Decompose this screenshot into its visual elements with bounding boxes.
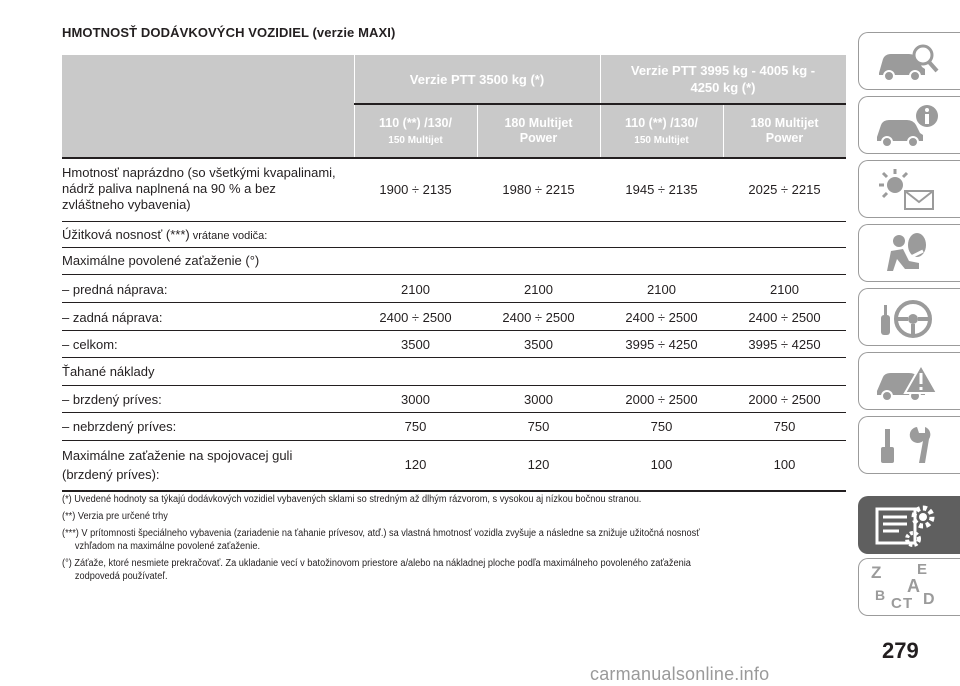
row-label-line: nádrž paliva naplnená na 90 % a bez [62,181,276,196]
header-sub-col2-small: Power [519,131,558,145]
row-value: 3995 ÷ 4250 [625,337,698,352]
row-value: 2000 ÷ 2500 [748,392,821,407]
footnote [62,493,783,506]
sidebar-tab-steering-wheel[interactable] [858,288,960,346]
index-letter: C [891,595,902,612]
row-label-small: vrátane vodiča: [189,230,268,242]
index-letter: E [917,561,928,578]
row-label: Ťahané náklady [62,364,155,379]
footnote-text: (**) Verzia pre určené trhy [62,511,168,522]
footnote [62,510,783,523]
row-label: – zadná náprava: [62,310,163,325]
row-label-line: Hmotnosť naprázdno (so všetkými kvapalinami, [62,165,336,180]
alphabet-index-icon [869,561,939,613]
header-sub-col1-small: 150 Multijet [388,135,443,146]
table-row [62,159,846,222]
index-letter: A [907,576,920,596]
specs-gear-icon [873,503,943,549]
row-value: 750 [404,419,427,434]
row-label-line: (brzdený príves): [62,467,160,482]
sidebar-tab-car-search[interactable] [858,32,960,90]
header-group-3995 [600,55,846,103]
steering-wheel-icon [873,295,943,341]
index-letter: T [903,595,913,612]
table-row [62,302,846,331]
header-group-3500-label: Verzie PTT 3500 kg (*) [409,71,545,87]
footnote [62,557,783,583]
sidebar-tab-car-warning[interactable] [858,352,960,410]
row-value: 2100 [647,282,676,297]
row-label-line: zvláštneho vybavenia) [62,197,191,212]
index-letter: B [875,587,886,603]
header-sub-col3-main: 110 (**) /130/ [625,116,698,130]
header-sub-col4-small: Power [765,131,804,145]
row-value: 1980 ÷ 2215 [502,182,575,197]
page-title: HMOTNOSŤ DODÁVKOVÝCH VOZIDIEL (verzie MAXI) [62,25,396,40]
header-group-3500 [354,55,600,103]
row-value: 750 [527,419,550,434]
table-header-blank [62,55,354,158]
row-value: 2000 ÷ 2500 [625,392,698,407]
row-label: – brzdený príves: [62,392,162,407]
row-value: 3995 ÷ 4250 [748,337,821,352]
table-row [62,274,846,303]
footnote-continuation: zodpovedá používateľ. [74,571,168,582]
row-value: 2400 ÷ 2500 [502,310,575,325]
row-value: 2100 [401,282,430,297]
sidebar-tab-wrench[interactable] [858,416,960,474]
header-sub-col3-small: 150 Multijet [634,135,689,146]
table-row [62,440,846,492]
row-label: Maximálne povolené zaťaženie (°) [62,253,260,268]
wrench-icon [873,423,943,469]
row-value: 100 [650,457,673,472]
header-group-3995-line2: 4250 kg (*) [690,80,756,95]
row-value: 2400 ÷ 2500 [625,310,698,325]
watermark: carmanualsonline.info [590,664,770,684]
row-value: 2400 ÷ 2500 [748,310,821,325]
sidebar-tab-alphabet-index[interactable] [858,558,960,616]
table-row [62,412,846,441]
row-label: – celkom: [62,337,118,352]
row-label-line: Maximálne zaťaženie na spojovacej guli [62,448,293,463]
table-row [62,330,846,358]
header-divider [354,55,355,158]
index-letter: D [923,591,935,608]
row-value: 3000 [401,392,430,407]
car-info-icon [873,103,943,149]
sidebar-tab-airbag-person[interactable] [858,224,960,282]
footnote-text: (*) Uvedené hodnoty sa týkajú dodávkových vozidiel vybavených sklami so stredným až dlhým rázvorom, s vysokou aj nízkou bočnou stranou. [62,494,642,505]
footnotes [62,493,846,587]
index-letter: Z [871,563,882,582]
row-label-line: Úžitková nosnosť (***) [62,227,190,242]
car-search-icon [873,39,943,85]
row-value: 3500 [401,337,430,352]
car-warning-icon [873,359,943,405]
row-value: 750 [773,419,796,434]
footnote [62,527,783,553]
row-value: 3500 [524,337,553,352]
header-mid-rule [354,103,846,105]
row-label: – predná náprava: [62,282,168,297]
row-value: 120 [404,457,427,472]
header-sub-col4-main: 180 Multijet [750,116,819,130]
footnote-text: (***) V prítomnosti špeciálneho vybavenia (zariadenie na ťahanie prívesov, atď.) sa vlastná hmotnosť vozidla zvyšuje a následne sa znižuje užitočná nosnosť [62,528,700,539]
header-divider [477,103,478,158]
row-value: 120 [527,457,550,472]
row-label [62,227,267,244]
row-value: 750 [650,419,673,434]
warning-lights-icon [873,167,943,213]
header-sub-col1 [354,103,477,158]
row-value: 2025 ÷ 2215 [748,182,821,197]
table-row [62,385,846,413]
header-group-3995-line1: Verzie PTT 3995 kg - 4005 kg - [630,63,816,78]
header-divider [600,55,601,158]
row-value: 3000 [524,392,553,407]
header-sub-col1-main: 110 (**) /130/ [379,116,452,130]
footnote-continuation: vzhľadom na maximálne povolené zaťaženie. [74,541,261,552]
row-value: 2100 [524,282,553,297]
sidebar-tab-specs-active[interactable] [858,496,960,554]
header-sub-col2-main: 180 Multijet [504,116,573,130]
row-value: 1900 ÷ 2135 [379,182,452,197]
table-row [62,247,846,275]
row-label [62,165,336,213]
table-row [62,357,846,386]
sidebar-tab-warning-lights[interactable] [858,160,960,218]
row-value: 2100 [770,282,799,297]
header-divider [723,103,724,158]
row-value: 1945 ÷ 2135 [625,182,698,197]
sidebar-tab-car-info[interactable] [858,96,960,154]
row-label: – nebrzdený príves: [62,419,177,434]
row-value: 100 [773,457,796,472]
header-sub-col3 [600,103,723,158]
footnote-text: (°) Záťaže, ktoré nesmiete prekračovať. Za ukladanie vecí v batožinovom priestore a/alebo na nákladnej ploche podľa maximálneho povoleného zaťaženia [62,558,691,569]
row-label [62,446,292,484]
table-row [62,221,846,248]
header-group-3995-label [631,62,815,96]
row-value: 2400 ÷ 2500 [379,310,452,325]
header-sub-col4 [723,103,846,158]
page-number: 279 [882,638,919,663]
airbag-person-icon [873,231,943,277]
header-sub-col2 [477,103,600,158]
